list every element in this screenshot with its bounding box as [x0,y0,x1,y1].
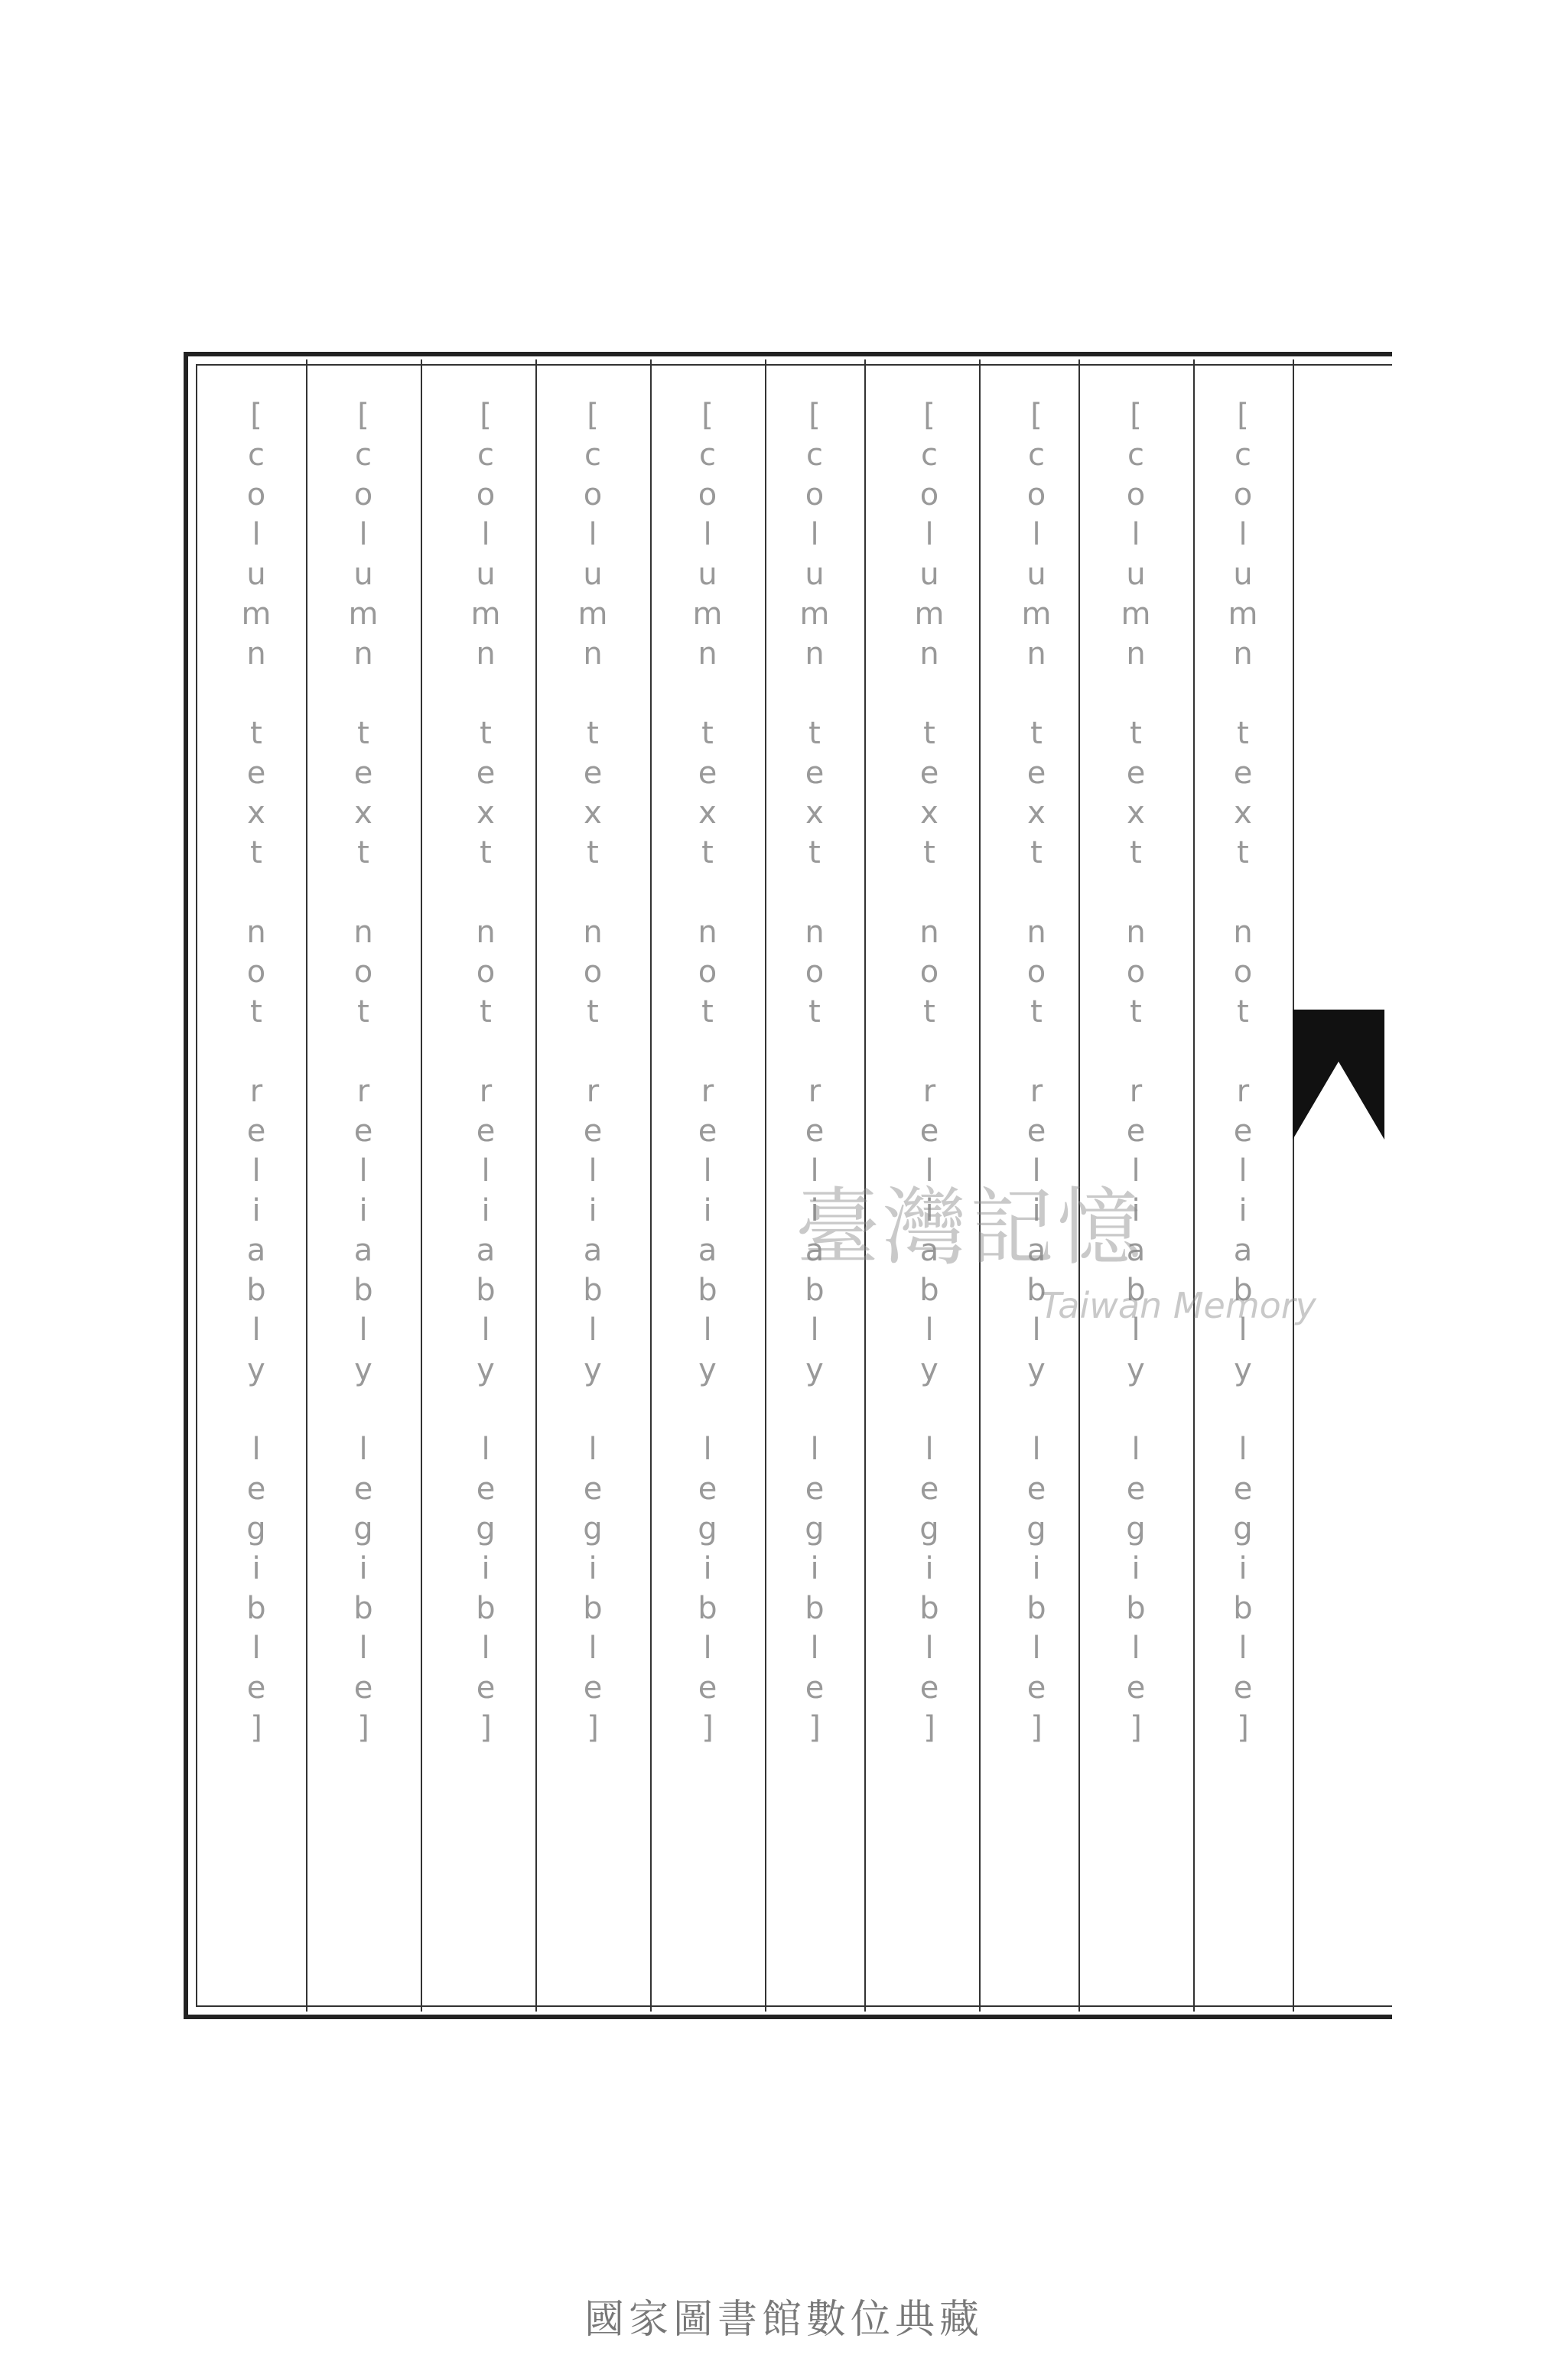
text-column: [column text not reliably legible] [1225,398,1261,1750]
text-column: [column text not reliably legible] [912,398,947,1750]
text-column: [column text not reliably legible] [575,398,610,1750]
watermark-english: Taiwan Memory [1040,1285,1316,1326]
text-column: [column text not reliably legible] [239,398,274,1750]
text-column: [column text not reliably legible] [1118,398,1153,1750]
text-column: [column text not reliably legible] [346,398,381,1750]
watermark-chinese: 臺灣記憶 [795,1179,1144,1277]
text-column: [column text not reliably legible] [690,398,725,1750]
text-column: [column text not reliably legible] [797,398,832,1750]
watermark [795,1178,1316,1361]
column-rule [421,359,422,2012]
footer-caption: 國家圖書館數位典藏 [584,2297,984,2343]
text-column: [column text not reliably legible] [468,398,503,1750]
text-column: [column text not reliably legible] [1019,398,1054,1750]
page-header [1285,382,1392,994]
